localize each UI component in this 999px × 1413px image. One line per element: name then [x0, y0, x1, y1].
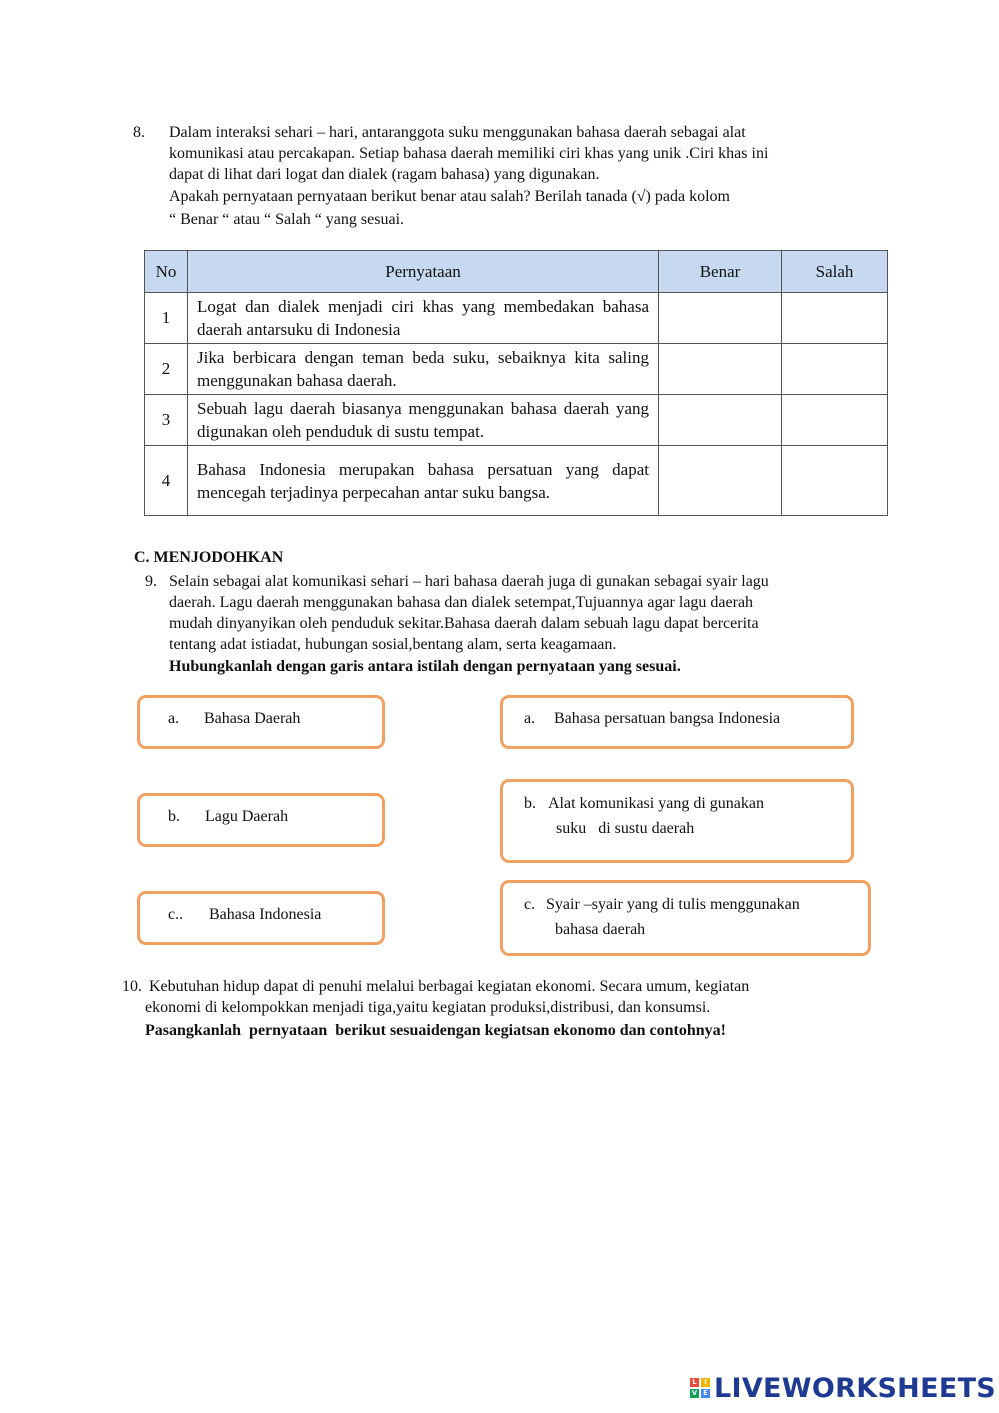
match-letter: a. [168, 710, 180, 727]
salah-answer-input[interactable] [782, 398, 887, 443]
q9-text-line: Selain sebagai alat komunikasi sehari – hari bahasa daerah juga di gunakan sebagai syair lagu [169, 573, 769, 590]
match-letter: b. [524, 795, 536, 812]
row-number: 4 [145, 446, 188, 516]
benar-answer-cell[interactable] [659, 446, 782, 516]
logo-letter: E [701, 1389, 710, 1398]
table-row [145, 344, 888, 395]
match-term: Bahasa Daerah [204, 710, 301, 727]
match-right-item-a[interactable] [500, 695, 854, 749]
q9-text-line: mudah dinyanyikan oleh penduduk sekitar.Bahasa daerah dalam sebuah lagu dapat bercerita [169, 615, 759, 632]
logo-letter: L [690, 1378, 699, 1387]
table-row [145, 293, 888, 344]
q8-text-line: komunikasi atau percakapan. Setiap bahasa daerah memiliki ciri khas yang unik .Ciri khas ini [169, 145, 769, 162]
benar-answer-input[interactable] [659, 398, 781, 443]
header-salah: Salah [782, 251, 888, 293]
logo-text: LIVEWORKSHEETS [714, 1372, 997, 1404]
match-left-item-b[interactable] [137, 793, 385, 847]
header-statement: Pernyataan [188, 251, 659, 293]
row-statement: Bahasa Indonesia merupakan bahasa persatuan yang dapat mencegah terjadinya perpecahan antar suku bangsa. [188, 446, 659, 516]
benar-answer-cell[interactable] [659, 344, 782, 395]
row-statement: Logat dan dialek menjadi ciri khas yang membedakan bahasa daerah antarsuku di Indonesia [188, 293, 659, 344]
table-row [145, 446, 888, 516]
match-term: Bahasa Indonesia [209, 906, 322, 923]
row-number: 2 [145, 344, 188, 395]
match-definition: Syair –syair yang di tulis menggunakan [546, 896, 800, 913]
match-left-item-c[interactable] [137, 891, 385, 945]
match-right-item-c[interactable] [500, 880, 871, 956]
salah-answer-input[interactable] [782, 447, 887, 515]
q9-text-line: tentang adat istiadat, hubungan sosial,bentang alam, serta keagamaan. [169, 636, 617, 653]
match-letter: b. [168, 808, 180, 825]
logo-letter: V [691, 1389, 698, 1397]
benar-answer-input[interactable] [659, 296, 781, 341]
match-right-item-b[interactable] [500, 779, 854, 863]
q10-number: 10. [122, 978, 142, 995]
benar-answer-input[interactable] [659, 447, 781, 515]
q8-text-line: Dalam interaksi sehari – hari, antaranggota suku menggunakan bahasa daerah sebagai alat [169, 124, 746, 141]
row-statement: Jika berbicara dengan teman beda suku, sebaiknya kita saling menggunakan bahasa daerah. [188, 344, 659, 395]
q10-instruction: Pasangkanlah pernyataan berikut sesuaidengan kegiatsan ekonomo dan contohnya! [145, 1022, 727, 1039]
q10-text-line: Kebutuhan hidup dapat di penuhi melalui berbagai kegiatan ekonomi. Secara umum, kegiatan [149, 978, 750, 995]
header-benar: Benar [659, 251, 782, 293]
logo-mark-icon [690, 1378, 710, 1398]
logo-letter: I [701, 1378, 710, 1387]
row-statement: Sebuah lagu daerah biasanya menggunakan bahasa daerah yang digunakan oleh penduduk di sustu tempat. [188, 395, 659, 446]
q8-text-line: dapat di lihat dari logat dan dialek (ragam bahasa) yang digunakan. [169, 166, 600, 183]
match-left-item-a[interactable] [137, 695, 385, 749]
benar-answer-input[interactable] [659, 347, 781, 392]
salah-answer-cell[interactable] [782, 293, 888, 344]
table-row [145, 395, 888, 446]
row-number: 3 [145, 395, 188, 446]
match-definition-line2: bahasa daerah [555, 921, 646, 938]
true-false-table [144, 250, 888, 516]
match-definition: Bahasa persatuan bangsa Indonesia [554, 710, 781, 727]
salah-answer-input[interactable] [782, 347, 887, 392]
salah-answer-cell[interactable] [782, 446, 888, 516]
q9-instruction: Hubungkanlah dengan garis antara istilah dengan pernyataan yang sesuai. [169, 658, 681, 675]
benar-answer-cell[interactable] [659, 293, 782, 344]
q8-text-line: “ Benar “ atau “ Salah “ yang sesuai. [169, 211, 405, 228]
table-header-row [145, 251, 888, 293]
q10-text-line: ekonomi di kelompokkan menjadi tiga,yaitu kegiatan produksi,distribusi, dan konsumsi. [145, 999, 711, 1016]
liveworksheets-logo [690, 1372, 996, 1404]
q8-number: 8. [133, 124, 145, 141]
row-number: 1 [145, 293, 188, 344]
q9-text-line: daerah. Lagu daerah menggunakan bahasa dan dialek setempat,Tujuannya agar lagu daerah [169, 594, 754, 611]
match-letter: c. [524, 896, 536, 913]
salah-answer-input[interactable] [782, 296, 887, 341]
q9-number: 9. [145, 573, 157, 590]
match-term: Lagu Daerah [205, 808, 289, 825]
match-letter: c.. [168, 906, 184, 923]
salah-answer-cell[interactable] [782, 395, 888, 446]
section-heading: C. MENJODOHKAN [134, 549, 284, 566]
match-letter: a. [524, 710, 536, 727]
match-definition: Alat komunikasi yang di gunakan [548, 795, 764, 812]
benar-answer-cell[interactable] [659, 395, 782, 446]
salah-answer-cell[interactable] [782, 344, 888, 395]
header-no: No [145, 251, 188, 293]
match-definition-line2: suku di sustu daerah [556, 820, 695, 837]
q8-text-line: Apakah pernyataan pernyataan berikut benar atau salah? Berilah tanada (√) pada kolom [169, 188, 730, 205]
